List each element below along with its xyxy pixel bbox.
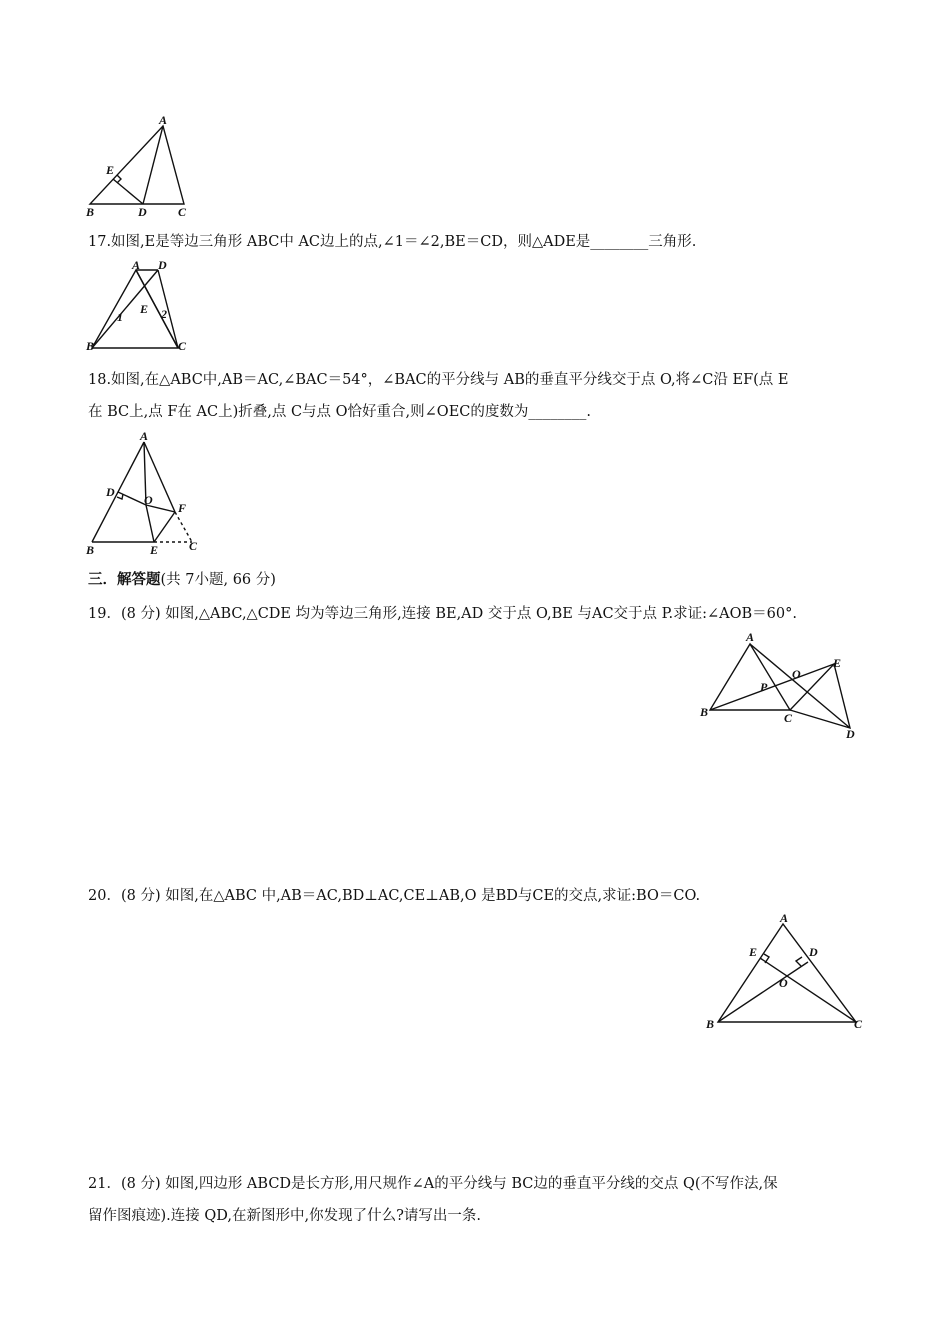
q17-label-e: E [140, 302, 149, 316]
q20-label-d: D [809, 945, 818, 959]
section3-title: 三．解答题 [88, 571, 161, 588]
q16-label-a: A [159, 113, 168, 127]
q17-label-b: B [86, 339, 95, 353]
q17-label-a: A [132, 258, 141, 272]
q18-label-e: E [150, 543, 159, 557]
q16-label-d: D [138, 205, 147, 219]
q16-label-c: C [178, 205, 187, 219]
q19-label-o: O [792, 667, 801, 681]
q18-label-b: B [86, 543, 95, 557]
q19-label-p: P [760, 680, 768, 694]
q20-label-a: A [780, 911, 789, 925]
q18-label-a: A [140, 429, 149, 443]
q20-label-b: B [706, 1017, 715, 1031]
q18-label-d: D [106, 485, 115, 499]
q19-label-a: A [746, 630, 755, 644]
q16-label-b: B [86, 205, 95, 219]
q20-text: 20．(8 分) 如图,在△ABC 中,AB＝AC,BD⊥AC,CE⊥AB,O 是BD与CE的交点,求证:BO＝CO. [88, 888, 701, 904]
q16-label-e: E [106, 163, 115, 177]
q18-label-c: C [189, 539, 198, 553]
section3-heading [88, 570, 276, 590]
q18-line2: 在 BC上,点 F在 AC上)折叠,点 C与点 O恰好重合,则∠OEC的度数为________. [88, 404, 591, 420]
q17-label-2: 2 [161, 307, 167, 321]
q20-label-c: C [854, 1017, 863, 1031]
q17-figure [82, 258, 197, 358]
q19-label-b: B [700, 705, 709, 719]
q17-label-d: D [158, 258, 167, 272]
q21-line1: 21．(8 分) 如图,四边形 ABCD是长方形,用尺规作∠A的平分线与 BC边的垂直平分线的交点 Q(不写作法,保 [88, 1176, 778, 1192]
q18-figure [82, 428, 212, 560]
q17-label-1: 1 [117, 310, 123, 324]
q20-figure [700, 910, 870, 1032]
q18-line1: 18.如图,在△ABC中,AB＝AC,∠BAC＝54°，∠BAC的平分线与 AB的垂直平分线交于点 O,将∠C沿 EF(点 E [88, 372, 789, 388]
q19-label-c: C [784, 711, 793, 725]
q21-line2: 留作图痕迹).连接 QD,在新图形中,你发现了什么?请写出一条. [88, 1208, 481, 1224]
q19-figure [696, 628, 866, 744]
q16-figure [80, 112, 210, 220]
q19-text: 19．(8 分) 如图,△ABC,△CDE 均为等边三角形,连接 BE,AD 交于点 O,BE 与AC交于点 P.求证:∠AOB＝60°. [88, 606, 797, 622]
q18-label-o: O [144, 493, 153, 507]
q20-label-e: E [749, 945, 758, 959]
section3-note: (共 7小题, 66 分) [160, 572, 276, 588]
q19-label-e: E [833, 656, 842, 670]
q17-text: 17.如图,E是等边三角形 ABC中 AC边上的点,∠1＝∠2,BE＝CD，则△ADE是________三角形. [88, 234, 697, 250]
q20-label-o: O [779, 976, 788, 990]
q19-label-d: D [846, 727, 855, 741]
q17-label-c: C [178, 339, 187, 353]
q18-label-f: F [178, 501, 187, 515]
